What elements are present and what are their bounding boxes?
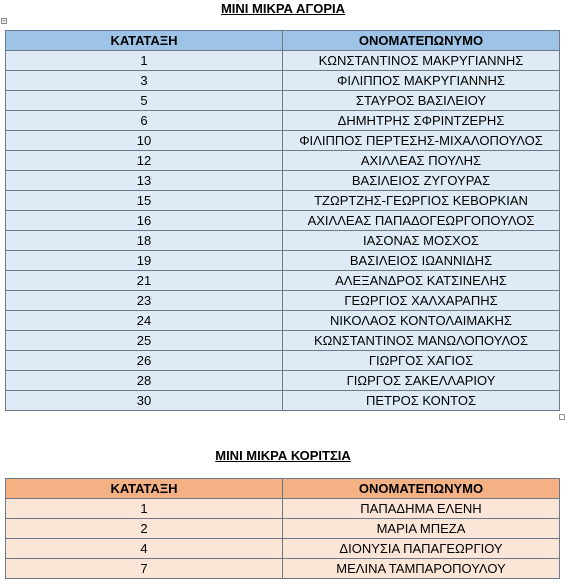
table-row xyxy=(6,311,560,331)
rank-cell[interactable]: 19 xyxy=(6,251,283,271)
name-column-header: ΟΝΟΜΑΤΕΠΩΝΥΜΟ xyxy=(283,31,560,51)
name-cell[interactable]: ΓΕΩΡΓΙΟΣ ΧΑΛΧΑΡΑΠΗΣ xyxy=(283,291,560,311)
table-header-row xyxy=(6,31,560,51)
name-cell[interactable]: ΓΙΩΡΓΟΣ ΣΑΚΕΛΛΑΡΙΟΥ xyxy=(283,371,560,391)
table-row xyxy=(6,559,560,579)
table-resize-handle-icon[interactable] xyxy=(559,414,565,420)
rank-cell[interactable]: 5 xyxy=(6,91,283,111)
table-header-row xyxy=(6,479,560,499)
rank-cell[interactable]: 12 xyxy=(6,151,283,171)
name-cell[interactable]: ΜΕΛΙΝΑ ΤΑΜΠΑΡΟΠΟΥΛΟΥ xyxy=(283,559,560,579)
rank-cell[interactable]: 23 xyxy=(6,291,283,311)
name-cell[interactable]: ΤΖΩΡΤΖΗΣ-ΓΕΩΡΓΙΟΣ ΚΕΒΟΡΚΙΑΝ xyxy=(283,191,560,211)
name-cell[interactable]: ΝΙΚΟΛΑΟΣ ΚΟΝΤΟΛΑΙΜΑΚΗΣ xyxy=(283,311,560,331)
table-row xyxy=(6,391,560,411)
rank-cell[interactable]: 4 xyxy=(6,539,283,559)
rank-column-header: ΚΑΤΑΤΑΞΗ xyxy=(6,31,283,51)
table-row xyxy=(6,191,560,211)
name-cell[interactable]: ΑΧΙΛΛΕΑΣ ΠΑΠΑΔΟΓΕΩΡΓΟΠΟΥΛΟΣ xyxy=(283,211,560,231)
girls-ranking-table xyxy=(5,478,560,579)
rank-cell[interactable]: 18 xyxy=(6,231,283,251)
rank-cell[interactable]: 15 xyxy=(6,191,283,211)
table-row xyxy=(6,71,560,91)
table-row xyxy=(6,519,560,539)
table-row xyxy=(6,271,560,291)
table-row xyxy=(6,539,560,559)
table-move-handle-icon[interactable]: + xyxy=(2,19,6,25)
name-cell[interactable]: ΣΤΑΥΡΟΣ ΒΑΣΙΛΕΙΟΥ xyxy=(283,91,560,111)
rank-cell[interactable]: 16 xyxy=(6,211,283,231)
name-cell[interactable]: ΒΑΣΙΛΕΙΟΣ ΖΥΓΟΥΡΑΣ xyxy=(283,171,560,191)
table-row xyxy=(6,151,560,171)
rank-cell[interactable]: 2 xyxy=(6,519,283,539)
name-cell[interactable]: ΦΙΛΙΠΠΟΣ ΠΕΡΤΕΣΗΣ-ΜΙΧΑΛΟΠΟΥΛΟΣ xyxy=(283,131,560,151)
rank-cell[interactable]: 6 xyxy=(6,111,283,131)
table-row xyxy=(6,231,560,251)
rank-cell[interactable]: 1 xyxy=(6,51,283,71)
table-row xyxy=(6,111,560,131)
name-column-header: ΟΝΟΜΑΤΕΠΩΝΥΜΟ xyxy=(283,479,560,499)
girls-section-title: ΜΙΝΙ ΜΙΚΡΑ ΚΟΡΙΤΣΙΑ xyxy=(215,448,351,463)
table-row xyxy=(6,251,560,271)
name-cell[interactable]: ΔΙΟΝΥΣΙΑ ΠΑΠΑΓΕΩΡΓΙΟΥ xyxy=(283,539,560,559)
rank-cell[interactable]: 25 xyxy=(6,331,283,351)
rank-cell[interactable]: 30 xyxy=(6,391,283,411)
table-row xyxy=(6,211,560,231)
name-cell[interactable]: ΓΙΩΡΓΟΣ ΧΑΓΙΟΣ xyxy=(283,351,560,371)
table-row xyxy=(6,499,560,519)
rank-cell[interactable]: 7 xyxy=(6,559,283,579)
table-row xyxy=(6,171,560,191)
name-cell[interactable]: ΙΑΣΟΝΑΣ ΜΟΣΧΟΣ xyxy=(283,231,560,251)
rank-cell[interactable]: 10 xyxy=(6,131,283,151)
boys-section-title: ΜΙΝΙ ΜΙΚΡΑ ΑΓΟΡΙΑ xyxy=(220,1,346,16)
name-cell[interactable]: ΑΛΕΞΑΝΔΡΟΣ ΚΑΤΣΙΝΕΛΗΣ xyxy=(283,271,560,291)
rank-column-header: ΚΑΤΑΤΑΞΗ xyxy=(6,479,283,499)
name-cell[interactable]: ΜΑΡΙΑ ΜΠΕΖΑ xyxy=(283,519,560,539)
name-cell[interactable]: ΚΩΝΣΤΑΝΤΙΝΟΣ ΜΑΚΡΥΓΙΑΝΝΗΣ xyxy=(283,51,560,71)
name-cell[interactable]: ΑΧΙΛΛΕΑΣ ΠΟΥΛΗΣ xyxy=(283,151,560,171)
name-cell[interactable]: ΒΑΣΙΛΕΙΟΣ ΙΩΑΝΝΙΔΗΣ xyxy=(283,251,560,271)
table-row xyxy=(6,371,560,391)
rank-cell[interactable]: 21 xyxy=(6,271,283,291)
rank-cell[interactable]: 1 xyxy=(6,499,283,519)
rank-cell[interactable]: 24 xyxy=(6,311,283,331)
rank-cell[interactable]: 3 xyxy=(6,71,283,91)
rank-cell[interactable]: 26 xyxy=(6,351,283,371)
table-row xyxy=(6,91,560,111)
name-cell[interactable]: ΦΙΛΙΠΠΟΣ ΜΑΚΡΥΓΙΑΝΝΗΣ xyxy=(283,71,560,91)
table-row xyxy=(6,351,560,371)
table-row xyxy=(6,331,560,351)
table-row xyxy=(6,291,560,311)
name-cell[interactable]: ΚΩΝΣΤΑΝΤΙΝΟΣ ΜΑΝΩΛΟΠΟΥΛΟΣ xyxy=(283,331,560,351)
name-cell[interactable]: ΠΑΠΑΔΗΜΑ ΕΛΕΝΗ xyxy=(283,499,560,519)
table-row xyxy=(6,131,560,151)
name-cell[interactable]: ΠΕΤΡΟΣ ΚΟΝΤΟΣ xyxy=(283,391,560,411)
rank-cell[interactable]: 28 xyxy=(6,371,283,391)
table-row xyxy=(6,51,560,71)
name-cell[interactable]: ΔΗΜΗΤΡΗΣ ΣΦΡΙΝΤΖΕΡΗΣ xyxy=(283,111,560,131)
boys-ranking-table xyxy=(5,30,560,411)
rank-cell[interactable]: 13 xyxy=(6,171,283,191)
